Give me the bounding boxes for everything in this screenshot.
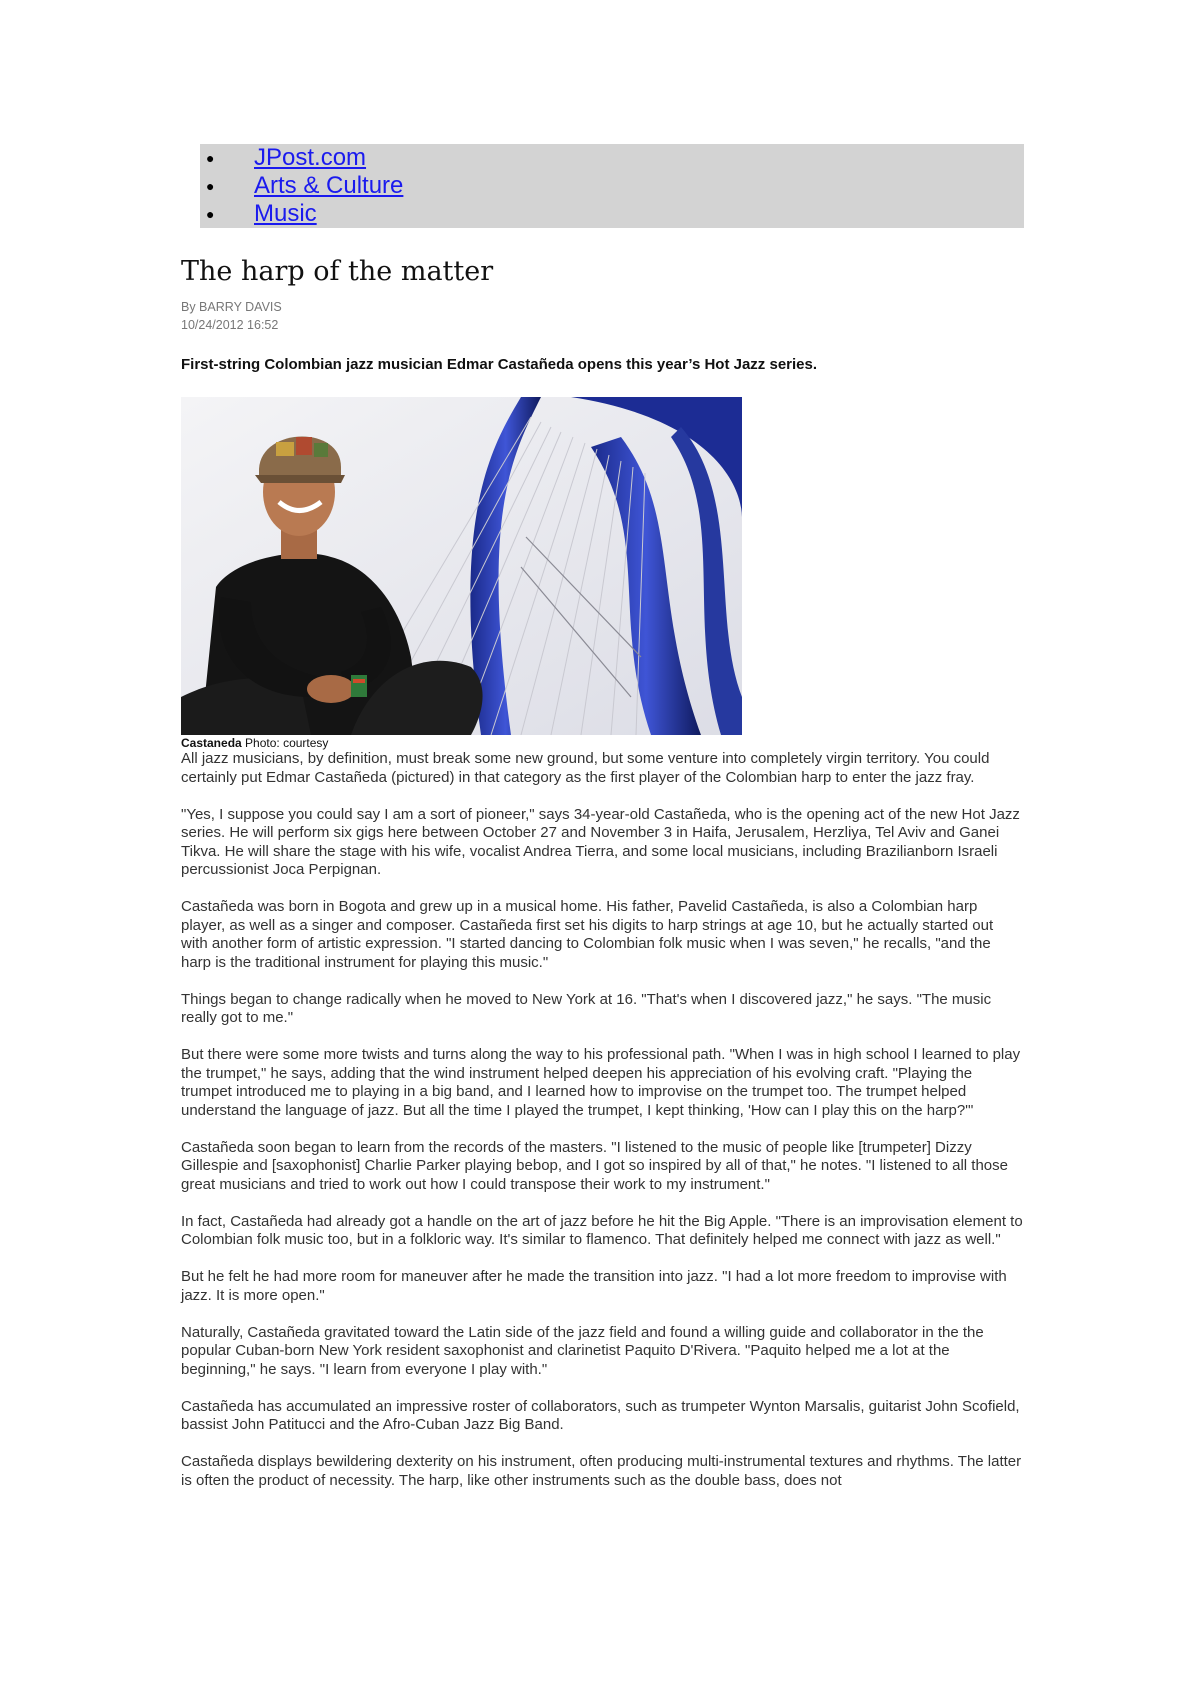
breadcrumb-link-jpost[interactable]: JPost.com	[254, 144, 367, 171]
article-paragraph: Naturally, Castañeda gravitated toward the Latin side of the jazz field and found a willing guide and collaborator in the the popular Cuban-born New York resident saxophonist and clarinetist Paquito D'Rivera. "Paquito helped me a lot at the beginning," he says. "I learn from everyone I play with."	[181, 1323, 984, 1378]
photo-caption	[181, 736, 328, 750]
breadcrumb-item	[200, 172, 1024, 200]
caption-credit: Photo: courtesy	[241, 736, 329, 750]
article-byline: By BARRY DAVIS	[181, 300, 282, 314]
article-photo	[181, 397, 742, 735]
article-paragraph: Things began to change radically when he moved to New York at 16. "That's when I discovered jazz," he says. "The music really got to me."	[181, 990, 992, 1026]
article-paragraph: But he felt he had more room for maneuver after he made the transition into jazz. "I had a lot more freedom to improvise with jazz. It is more open."	[181, 1268, 1007, 1304]
bullet-icon: ●	[206, 178, 215, 194]
article-paragraph: In fact, Castañeda had already got a handle on the art of jazz before he hit the Big Apple. "There is an improvisation element to Colombian folk music too, but in a folkloric way. It's similar to flamenco. That definitely helped me connect with jazz as well."	[181, 1212, 1023, 1248]
article-body	[181, 750, 1023, 1509]
article-paragraph: "Yes, I suppose you could say I am a sort of pioneer," says 34-year-old Castañeda, who is the opening act of the new Hot Jazz series. He will perform six gigs here between October 27 and November 3 in Haifa, Jerusalem, Herzliya, Tel Aviv and Ganei Tikva. He will share the stage with his wife, vocalist Andrea Tierra, and some local musicians, including Brazilianborn Israeli percussionist Joca Perpignan.	[181, 805, 1020, 878]
breadcrumb-link-music[interactable]: Music	[254, 200, 317, 227]
bullet-icon: ●	[206, 150, 215, 166]
article-paragraph: Castañeda has accumulated an impressive roster of collaborators, such as trumpeter Wynton Marsalis, guitarist John Scofield, bassist John Patitucci and the Afro-Cuban Jazz Big Band.	[181, 1397, 1020, 1433]
article-paragraph: Castañeda was born in Bogota and grew up in a musical home. His father, Pavelid Castañeda, is also a Colombian harp player, as well as a singer and composer. Castañeda first set his digits to harp strings at age 10, but he actually started out with another form of artistic expression. "I started dancing to Colombian folk music when I was seven," he recalls, "and the harp is the traditional instrument for playing this music."	[181, 898, 994, 971]
article-paragraph: All jazz musicians, by definition, must break some new ground, but some venture into completely virgin territory. You could certainly put Edmar Castañeda (pictured) in that category as the first player of the Colombian harp to enter the jazz fray.	[181, 750, 990, 786]
article-title: The harp of the matter	[181, 256, 494, 287]
breadcrumb-item	[200, 200, 1024, 228]
article-paragraph: Castañeda displays bewildering dexterity on his instrument, often producing multi-instrumental textures and rhythms. The latter is often the product of necessity. The harp, like other instruments such as the double bass, does not	[181, 1453, 1022, 1489]
breadcrumb-link-arts-culture[interactable]: Arts & Culture	[254, 172, 404, 199]
article-paragraph: But there were some more twists and turns along the way to his professional path. "When I was in high school I learned to play the trumpet," he says, adding that the wind instrument helped deepen his appreciation of his evolving craft. "Playing the trumpet introduced me to playing in a big band, and I learned how to improvise on the trumpet too. The trumpet helped understand the language of jazz. But all the time I played the trumpet, I kept thinking, 'How can I play this on the harp?'"	[181, 1046, 1021, 1119]
caption-name: Castaneda	[181, 736, 242, 750]
breadcrumb	[200, 144, 1024, 228]
article-lead: First-string Colombian jazz musician Edmar Castañeda opens this year’s Hot Jazz series.	[181, 356, 818, 373]
article-paragraph: Castañeda soon began to learn from the records of the masters. "I listened to the music of people like [trumpeter] Dizzy Gillespie and [saxophonist] Charlie Parker playing bebop, and I got so inspired by all of that," he notes. "I listened to all those great musicians and tried to work out how I could transpose their work to my instrument."	[181, 1138, 1008, 1193]
bullet-icon: ●	[206, 206, 215, 222]
article-date: 10/24/2012 16:52	[181, 318, 279, 332]
breadcrumb-item	[200, 144, 1024, 172]
